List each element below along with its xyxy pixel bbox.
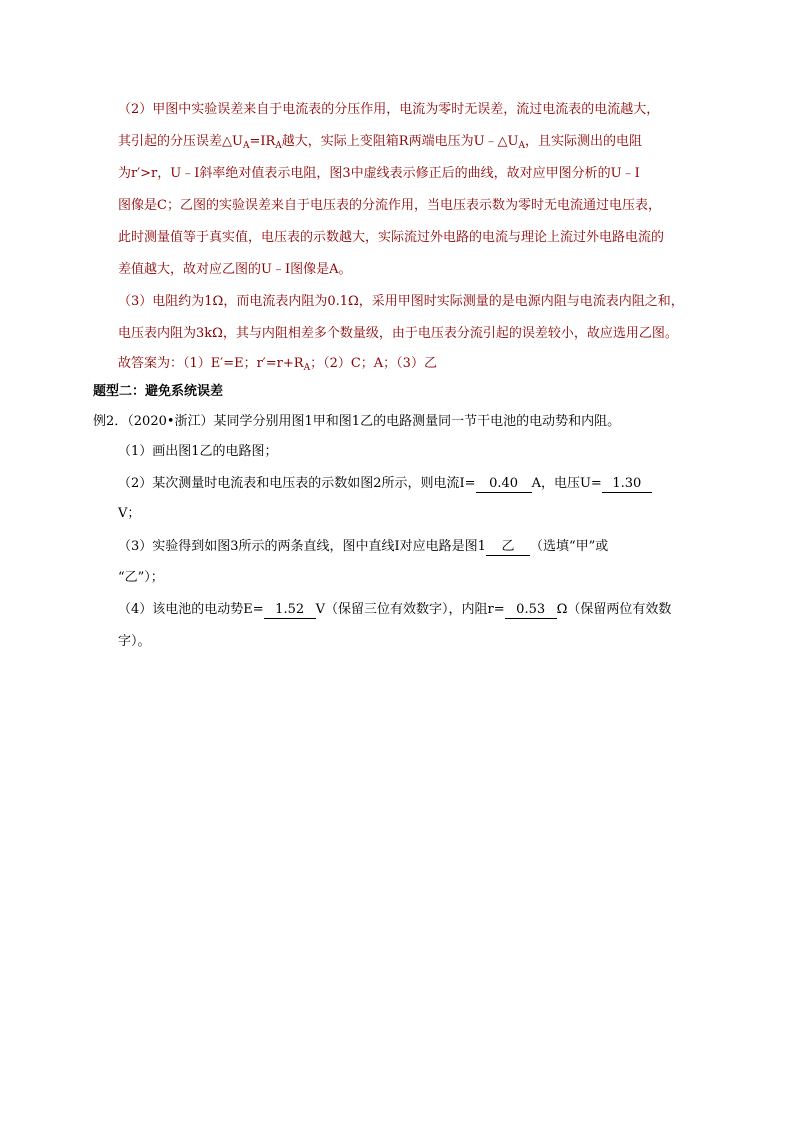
voltage-answer-blank: 1.30	[602, 476, 652, 493]
example-question2-cont: V；	[118, 506, 141, 521]
example-question3: （3）实验得到如图3所示的两条直线，图中直线Ⅰ对应电路是图1 乙 （选填“甲”或	[118, 539, 609, 554]
solution-part2-line4: 图像是C；乙图的实验误差来自于电压表的分流作用，当电压表示数为零时无电流通过电压表，	[118, 198, 661, 213]
solution-part3-line2: 电压表内阻为3kΩ，其与内阻相差多个数量级，由于电压表分流引起的误差较小，故应选用乙图。	[118, 326, 678, 341]
current-answer-blank: 0.40	[476, 476, 532, 493]
example-intro: 例2．（2020•浙江）某同学分别用图1甲和图1乙的电路测量同一节干电池的电动势和内阻。	[93, 414, 621, 429]
solution-part2-line3: 为r′>r，U﹣I斜率绝对值表示电阻，图3中虚线表示修正后的曲线，故对应甲图分析的U﹣I	[118, 166, 640, 181]
emf-answer-blank: 1.52	[264, 602, 316, 619]
resistance-answer-blank: 0.53	[505, 602, 557, 619]
example-question3-cont: “乙”）；	[118, 570, 164, 585]
answer-line: 故答案为：（1）E′=E；$r'=r+R_A$；（2）C；A；（3）乙	[118, 356, 437, 373]
example-question4-cont: 字）。	[118, 634, 151, 649]
solution-part2-line6: 差值越大，故对应乙图的U﹣I图像是A。	[118, 262, 352, 277]
solution-part2-line1: （2）甲图中实验误差来自于电流表的分压作用，电流为零时无误差，流过电流表的电流越大，	[118, 102, 660, 117]
solution-part3-line1: （3）电阻约为1Ω，而电流表内阻为0.1Ω，采用甲图时实际测量的是电源内阻与电流表内阻之和，	[118, 294, 684, 309]
example-question4: （4）该电池的电动势E= 1.52 V（保留三位有效数字），内阻r= 0.53 Ω（保留两位有效数	[118, 602, 672, 617]
example-question2: （2）某次测量时电流表和电压表的示数如图2所示，则电流I= 0.40 A，电压U= 1.30	[118, 474, 652, 494]
section-title: 题型二：避免系统误差	[93, 384, 224, 399]
solution-part2-line5: 此时测量值等于真实值，电压表的示数越大，实际流过外电路的电流与理论上流过外电路电流的	[118, 230, 665, 245]
circuit-answer-blank: 乙	[486, 539, 530, 556]
solution-part2-line2: 其引起的分压误差$\triangle U_A=IR_A$越大，实际上变阻箱R两端电压为$U﹣\triangle U_A$，且实际测出的电阻	[118, 134, 643, 151]
example-question1: （1）画出图1乙的电路图；	[118, 444, 278, 459]
